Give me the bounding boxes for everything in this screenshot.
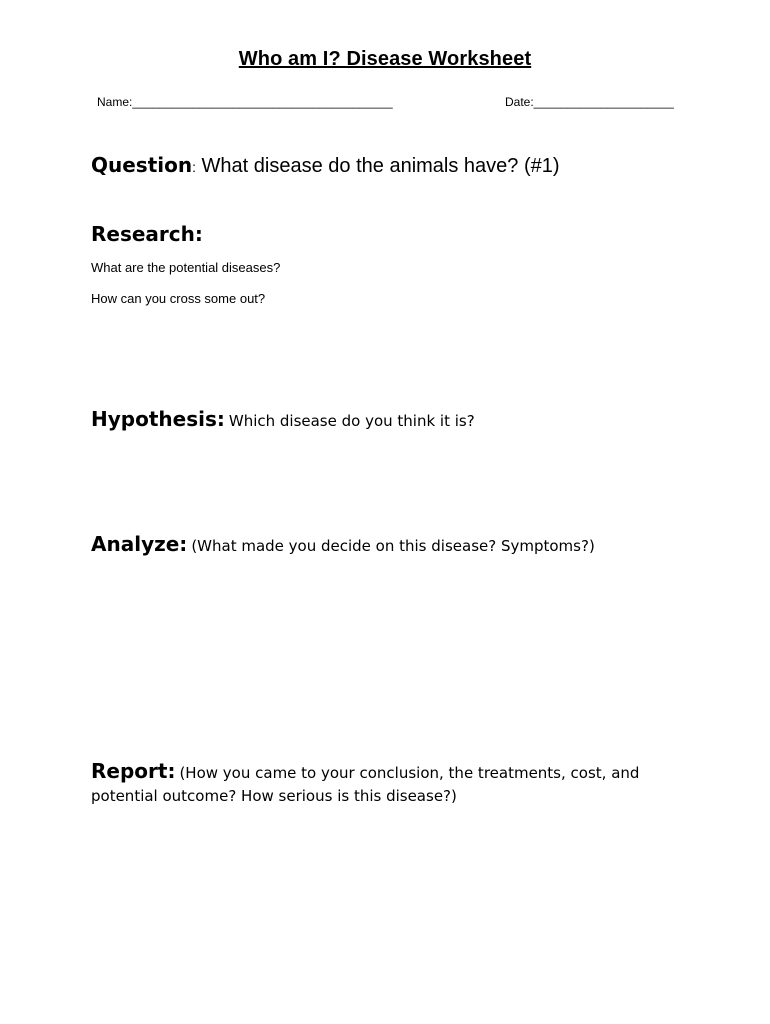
research-prompt-potential-diseases: What are the potential diseases? [91,260,281,275]
name-field-line: Name:_______________________________________ [97,95,393,109]
report-section [91,760,691,808]
hypothesis-label: Hypothesis: [91,407,225,431]
report-prompt: (How you came to your conclusion, the treatments, cost, and potential outcome? How serious is this disease?) [91,764,640,805]
question-text: What disease do the animals have? (#1) [196,155,560,177]
question-colon: : [192,159,196,175]
worksheet-title: Who am I? Disease Worksheet [238,48,532,70]
analyze-label: Analyze: [91,532,188,556]
question-section [91,153,560,178]
analyze-prompt: (What made you decide on this disease? Symptoms?) [191,537,595,555]
research-heading: Research: [91,222,203,246]
hypothesis-section [91,407,475,431]
hypothesis-prompt: Which disease do you think it is? [228,412,475,430]
report-label: Report: [91,759,176,783]
date-field-line: Date:_____________________ [505,95,674,109]
research-prompt-cross-out: How can you cross some out? [91,291,266,306]
analyze-section [91,532,595,556]
question-label: Question [91,153,193,177]
